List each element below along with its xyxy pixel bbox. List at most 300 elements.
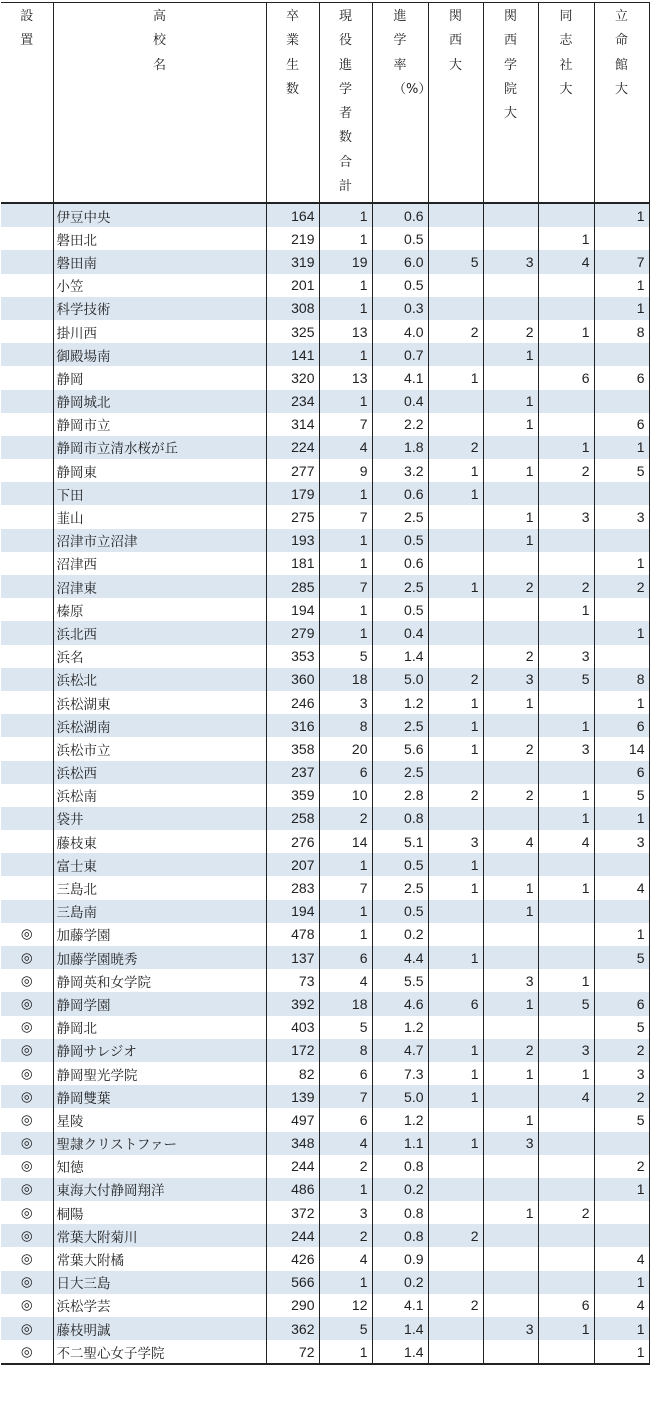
school-name-cell: 浜北西 — [53, 621, 266, 644]
total-admitted-cell: 5 — [319, 1016, 372, 1039]
rate-cell: 0.5 — [372, 227, 428, 250]
rate-cell: 0.9 — [372, 1247, 428, 1270]
kansai-cell: 2 — [428, 320, 483, 343]
doshisha-cell — [538, 621, 594, 644]
establishment-cell — [1, 436, 53, 459]
header-label: 立命館大 — [614, 9, 628, 97]
kansai-cell — [428, 390, 483, 413]
school-name-cell: 浜松湖東 — [53, 691, 266, 714]
establishment-cell — [1, 761, 53, 784]
total-admitted-cell: 3 — [319, 691, 372, 714]
kansai-cell — [428, 807, 483, 830]
kwansei-cell — [483, 1340, 538, 1364]
doshisha-cell — [538, 1247, 594, 1270]
table-row — [1, 621, 649, 644]
rate-cell: 7.3 — [372, 1062, 428, 1085]
rate-cell: 1.4 — [372, 1317, 428, 1340]
rate-cell: 5.1 — [372, 830, 428, 853]
table-row — [1, 645, 649, 668]
ritsumeikan-cell: 1 — [594, 691, 649, 714]
doshisha-cell — [538, 203, 594, 227]
establishment-cell — [1, 320, 53, 343]
school-name-cell: 三島北 — [53, 876, 266, 899]
table-row — [1, 575, 649, 598]
ritsumeikan-cell — [594, 645, 649, 668]
header-kwansei — [483, 3, 538, 204]
total-admitted-cell: 1 — [319, 227, 372, 250]
total-admitted-cell: 1 — [319, 274, 372, 297]
table-row — [1, 761, 649, 784]
header-total-admitted — [319, 3, 372, 204]
kwansei-cell — [483, 1224, 538, 1247]
ritsumeikan-cell — [594, 482, 649, 505]
doshisha-cell — [538, 413, 594, 436]
school-name-cell: 日大三島 — [53, 1271, 266, 1294]
school-name-cell: 静岡市立清水桜が丘 — [53, 436, 266, 459]
kansai-cell — [428, 505, 483, 528]
kwansei-cell — [483, 1271, 538, 1294]
school-name-cell: 榛原 — [53, 598, 266, 621]
table-row — [1, 807, 649, 830]
ritsumeikan-cell: 1 — [594, 274, 649, 297]
establishment-cell: ◎ — [1, 1340, 53, 1364]
school-name-cell: 常葉大附菊川 — [53, 1224, 266, 1247]
total-admitted-cell: 20 — [319, 737, 372, 760]
table-row — [1, 1062, 649, 1085]
kansai-cell — [428, 413, 483, 436]
doshisha-cell: 5 — [538, 992, 594, 1015]
kansai-cell — [428, 529, 483, 552]
total-admitted-cell: 8 — [319, 1039, 372, 1062]
graduates-cell: 139 — [266, 1085, 319, 1108]
kwansei-cell: 2 — [483, 737, 538, 760]
graduates-cell: 275 — [266, 505, 319, 528]
table-row — [1, 784, 649, 807]
header-label: 卒業生数 — [285, 9, 299, 97]
header-label: 関西大 — [448, 9, 462, 73]
establishment-cell: ◎ — [1, 1178, 53, 1201]
ritsumeikan-cell: 4 — [594, 1247, 649, 1270]
school-name-cell: 静岡城北 — [53, 390, 266, 413]
kansai-cell — [428, 274, 483, 297]
school-name-cell: 浜松南 — [53, 784, 266, 807]
doshisha-cell: 1 — [538, 1317, 594, 1340]
total-admitted-cell: 1 — [319, 529, 372, 552]
ritsumeikan-cell — [594, 1224, 649, 1247]
table-body — [1, 203, 649, 1364]
rate-cell: 4.0 — [372, 320, 428, 343]
doshisha-cell: 1 — [538, 784, 594, 807]
rate-cell: 6.0 — [372, 250, 428, 273]
rate-cell: 2.5 — [372, 761, 428, 784]
rate-cell: 1.4 — [372, 645, 428, 668]
doshisha-cell — [538, 1340, 594, 1364]
rate-cell: 2.2 — [372, 413, 428, 436]
establishment-cell — [1, 900, 53, 923]
kansai-cell — [428, 969, 483, 992]
graduates-cell: 360 — [266, 668, 319, 691]
total-admitted-cell: 1 — [319, 900, 372, 923]
graduates-cell: 372 — [266, 1201, 319, 1224]
header-label: 現役進学者数合計 — [338, 9, 352, 195]
doshisha-cell: 1 — [538, 1062, 594, 1085]
header-label: 同志社大 — [559, 9, 573, 97]
kansai-cell — [428, 900, 483, 923]
doshisha-cell: 1 — [538, 320, 594, 343]
establishment-cell: ◎ — [1, 1016, 53, 1039]
ritsumeikan-cell: 7 — [594, 250, 649, 273]
ritsumeikan-cell: 3 — [594, 830, 649, 853]
school-name-cell: 静岡聖光学院 — [53, 1062, 266, 1085]
establishment-cell — [1, 297, 53, 320]
kansai-cell — [428, 297, 483, 320]
graduates-cell: 137 — [266, 946, 319, 969]
doshisha-cell: 3 — [538, 505, 594, 528]
table-row — [1, 505, 649, 528]
total-admitted-cell: 6 — [319, 1062, 372, 1085]
table-row — [1, 343, 649, 366]
table-row — [1, 853, 649, 876]
establishment-cell: ◎ — [1, 946, 53, 969]
ritsumeikan-cell: 1 — [594, 1340, 649, 1364]
doshisha-cell: 4 — [538, 830, 594, 853]
kansai-cell: 1 — [428, 876, 483, 899]
graduates-cell: 72 — [266, 1340, 319, 1364]
rate-cell: 2.5 — [372, 575, 428, 598]
table-row — [1, 1108, 649, 1131]
kwansei-cell — [483, 761, 538, 784]
establishment-cell — [1, 482, 53, 505]
total-admitted-cell: 9 — [319, 459, 372, 482]
graduates-cell: 319 — [266, 250, 319, 273]
kansai-cell: 5 — [428, 250, 483, 273]
establishment-cell — [1, 807, 53, 830]
graduates-cell: 194 — [266, 900, 319, 923]
kansai-cell: 1 — [428, 691, 483, 714]
total-admitted-cell: 4 — [319, 1247, 372, 1270]
doshisha-cell: 1 — [538, 714, 594, 737]
graduates-cell: 283 — [266, 876, 319, 899]
school-name-cell: 桐陽 — [53, 1201, 266, 1224]
graduates-cell: 359 — [266, 784, 319, 807]
kansai-cell: 1 — [428, 459, 483, 482]
graduates-cell: 308 — [266, 297, 319, 320]
doshisha-cell — [538, 552, 594, 575]
doshisha-cell: 1 — [538, 807, 594, 830]
rate-cell: 0.7 — [372, 343, 428, 366]
total-admitted-cell: 1 — [319, 343, 372, 366]
table-row — [1, 876, 649, 899]
establishment-cell: ◎ — [1, 1062, 53, 1085]
kwansei-cell — [483, 274, 538, 297]
kwansei-cell — [483, 1155, 538, 1178]
table-row — [1, 274, 649, 297]
rate-cell: 1.4 — [372, 1340, 428, 1364]
ritsumeikan-cell: 6 — [594, 413, 649, 436]
doshisha-cell: 4 — [538, 250, 594, 273]
table-row — [1, 1016, 649, 1039]
doshisha-cell — [538, 1016, 594, 1039]
total-admitted-cell: 6 — [319, 946, 372, 969]
establishment-cell: ◎ — [1, 992, 53, 1015]
total-admitted-cell: 1 — [319, 923, 372, 946]
kwansei-cell — [483, 1294, 538, 1317]
kansai-cell: 1 — [428, 575, 483, 598]
rate-cell: 0.8 — [372, 1201, 428, 1224]
total-admitted-cell: 3 — [319, 1201, 372, 1224]
rate-cell: 0.6 — [372, 552, 428, 575]
school-name-cell: 掛川西 — [53, 320, 266, 343]
header-establishment — [1, 3, 53, 204]
kwansei-cell: 2 — [483, 575, 538, 598]
kwansei-cell — [483, 552, 538, 575]
header-label: 進学率（%） — [393, 9, 432, 97]
establishment-cell — [1, 784, 53, 807]
doshisha-cell — [538, 1155, 594, 1178]
ritsumeikan-cell: 3 — [594, 1062, 649, 1085]
ritsumeikan-cell: 1 — [594, 436, 649, 459]
graduates-cell: 82 — [266, 1062, 319, 1085]
rate-cell: 1.8 — [372, 436, 428, 459]
establishment-cell: ◎ — [1, 1201, 53, 1224]
table-row — [1, 992, 649, 1015]
table-row — [1, 946, 649, 969]
total-admitted-cell: 5 — [319, 645, 372, 668]
establishment-cell — [1, 853, 53, 876]
header-label: 高校名 — [152, 9, 166, 73]
graduates-cell: 234 — [266, 390, 319, 413]
ritsumeikan-cell — [594, 853, 649, 876]
ritsumeikan-cell — [594, 1132, 649, 1155]
establishment-cell: ◎ — [1, 1108, 53, 1131]
kansai-cell — [428, 1108, 483, 1131]
rate-cell: 0.2 — [372, 1178, 428, 1201]
table-row — [1, 1247, 649, 1270]
ritsumeikan-cell — [594, 529, 649, 552]
kwansei-cell — [483, 436, 538, 459]
graduates-cell: 325 — [266, 320, 319, 343]
graduates-cell: 566 — [266, 1271, 319, 1294]
ritsumeikan-cell: 2 — [594, 1155, 649, 1178]
ritsumeikan-cell: 5 — [594, 946, 649, 969]
kwansei-cell — [483, 946, 538, 969]
establishment-cell — [1, 691, 53, 714]
establishment-cell — [1, 552, 53, 575]
total-admitted-cell: 10 — [319, 784, 372, 807]
total-admitted-cell: 14 — [319, 830, 372, 853]
doshisha-cell — [538, 1271, 594, 1294]
rate-cell: 5.0 — [372, 668, 428, 691]
ritsumeikan-cell: 1 — [594, 1317, 649, 1340]
total-admitted-cell: 1 — [319, 853, 372, 876]
kwansei-cell: 1 — [483, 1201, 538, 1224]
kansai-cell — [428, 227, 483, 250]
rate-cell: 3.2 — [372, 459, 428, 482]
kansai-cell: 1 — [428, 714, 483, 737]
header-ritsumeikan — [594, 3, 649, 204]
ritsumeikan-cell: 5 — [594, 459, 649, 482]
table-row — [1, 413, 649, 436]
graduates-cell: 258 — [266, 807, 319, 830]
school-name-cell: 小笠 — [53, 274, 266, 297]
graduates-cell: 497 — [266, 1108, 319, 1131]
kwansei-cell — [483, 714, 538, 737]
kwansei-cell: 1 — [483, 1062, 538, 1085]
school-name-cell: 浜松学芸 — [53, 1294, 266, 1317]
kwansei-cell: 1 — [483, 992, 538, 1015]
doshisha-cell: 2 — [538, 1201, 594, 1224]
graduates-cell: 244 — [266, 1155, 319, 1178]
doshisha-cell: 6 — [538, 1294, 594, 1317]
rate-cell: 0.5 — [372, 900, 428, 923]
total-admitted-cell: 1 — [319, 297, 372, 320]
rate-cell: 4.4 — [372, 946, 428, 969]
doshisha-cell: 2 — [538, 575, 594, 598]
school-name-cell: 加藤学園暁秀 — [53, 946, 266, 969]
kansai-cell — [428, 343, 483, 366]
table-row — [1, 1317, 649, 1340]
kansai-cell — [428, 1201, 483, 1224]
establishment-cell — [1, 459, 53, 482]
total-admitted-cell: 2 — [319, 807, 372, 830]
graduates-cell: 276 — [266, 830, 319, 853]
table-row — [1, 714, 649, 737]
rate-cell: 1.2 — [372, 1016, 428, 1039]
school-name-cell: 御殿場南 — [53, 343, 266, 366]
table-row — [1, 482, 649, 505]
university-admissions-table — [1, 2, 650, 1365]
doshisha-cell — [538, 853, 594, 876]
graduates-cell: 181 — [266, 552, 319, 575]
school-name-cell: 静岡英和女学院 — [53, 969, 266, 992]
kansai-cell — [428, 621, 483, 644]
header-kansai — [428, 3, 483, 204]
total-admitted-cell: 2 — [319, 1224, 372, 1247]
establishment-cell — [1, 737, 53, 760]
kwansei-cell: 1 — [483, 529, 538, 552]
kwansei-cell — [483, 853, 538, 876]
school-name-cell: 浜松西 — [53, 761, 266, 784]
school-name-cell: 知徳 — [53, 1155, 266, 1178]
rate-cell: 0.5 — [372, 529, 428, 552]
school-name-cell: 韮山 — [53, 505, 266, 528]
rate-cell: 2.5 — [372, 714, 428, 737]
school-name-cell: 静岡学園 — [53, 992, 266, 1015]
establishment-cell — [1, 505, 53, 528]
kwansei-cell — [483, 203, 538, 227]
graduates-cell: 237 — [266, 761, 319, 784]
graduates-cell: 207 — [266, 853, 319, 876]
rate-cell: 4.1 — [372, 366, 428, 389]
establishment-cell — [1, 274, 53, 297]
school-name-cell: 静岡東 — [53, 459, 266, 482]
school-name-cell: 浜松湖南 — [53, 714, 266, 737]
rate-cell: 0.2 — [372, 1271, 428, 1294]
graduates-cell: 358 — [266, 737, 319, 760]
establishment-cell — [1, 645, 53, 668]
rate-cell: 0.4 — [372, 621, 428, 644]
establishment-cell — [1, 227, 53, 250]
ritsumeikan-cell — [594, 969, 649, 992]
total-admitted-cell: 1 — [319, 552, 372, 575]
header-label: 設置 — [20, 9, 34, 49]
table-row — [1, 1155, 649, 1178]
total-admitted-cell: 4 — [319, 436, 372, 459]
doshisha-cell: 2 — [538, 459, 594, 482]
table-row — [1, 900, 649, 923]
rate-cell: 5.6 — [372, 737, 428, 760]
school-name-cell: 静岡北 — [53, 1016, 266, 1039]
doshisha-cell — [538, 923, 594, 946]
header-label: 関西学院大 — [503, 9, 517, 122]
kansai-cell — [428, 761, 483, 784]
rate-cell: 0.8 — [372, 807, 428, 830]
ritsumeikan-cell: 4 — [594, 1294, 649, 1317]
graduates-cell: 201 — [266, 274, 319, 297]
graduates-cell: 172 — [266, 1039, 319, 1062]
kansai-cell — [428, 1317, 483, 1340]
total-admitted-cell: 1 — [319, 1271, 372, 1294]
kansai-cell: 2 — [428, 1224, 483, 1247]
school-name-cell: 磐田北 — [53, 227, 266, 250]
kwansei-cell: 1 — [483, 459, 538, 482]
table-row — [1, 390, 649, 413]
ritsumeikan-cell: 1 — [594, 807, 649, 830]
kansai-cell — [428, 1340, 483, 1364]
kwansei-cell: 1 — [483, 900, 538, 923]
total-admitted-cell: 2 — [319, 1155, 372, 1178]
kansai-cell — [428, 1178, 483, 1201]
kwansei-cell: 1 — [483, 876, 538, 899]
kansai-cell: 2 — [428, 668, 483, 691]
kansai-cell — [428, 203, 483, 227]
rate-cell: 1.1 — [372, 1132, 428, 1155]
kansai-cell: 2 — [428, 436, 483, 459]
doshisha-cell — [538, 761, 594, 784]
school-name-cell: 静岡雙葉 — [53, 1085, 266, 1108]
school-name-cell: 東海大付静岡翔洋 — [53, 1178, 266, 1201]
rate-cell: 2.5 — [372, 876, 428, 899]
rate-cell: 4.1 — [372, 1294, 428, 1317]
ritsumeikan-cell: 4 — [594, 876, 649, 899]
establishment-cell — [1, 366, 53, 389]
total-admitted-cell: 6 — [319, 761, 372, 784]
doshisha-cell: 3 — [538, 645, 594, 668]
total-admitted-cell: 1 — [319, 1340, 372, 1364]
table-row — [1, 366, 649, 389]
kansai-cell — [428, 1271, 483, 1294]
ritsumeikan-cell: 3 — [594, 505, 649, 528]
ritsumeikan-cell: 5 — [594, 784, 649, 807]
table-row — [1, 1340, 649, 1364]
kwansei-cell — [483, 923, 538, 946]
school-name-cell: 伊豆中央 — [53, 203, 266, 227]
kwansei-cell — [483, 482, 538, 505]
ritsumeikan-cell: 1 — [594, 297, 649, 320]
total-admitted-cell: 1 — [319, 621, 372, 644]
kwansei-cell: 3 — [483, 1132, 538, 1155]
total-admitted-cell: 7 — [319, 1085, 372, 1108]
kansai-cell: 2 — [428, 1294, 483, 1317]
establishment-cell — [1, 621, 53, 644]
kwansei-cell — [483, 807, 538, 830]
kwansei-cell — [483, 1085, 538, 1108]
kansai-cell — [428, 923, 483, 946]
rate-cell: 0.8 — [372, 1155, 428, 1178]
kansai-cell — [428, 1016, 483, 1039]
total-admitted-cell: 1 — [319, 598, 372, 621]
establishment-cell — [1, 876, 53, 899]
